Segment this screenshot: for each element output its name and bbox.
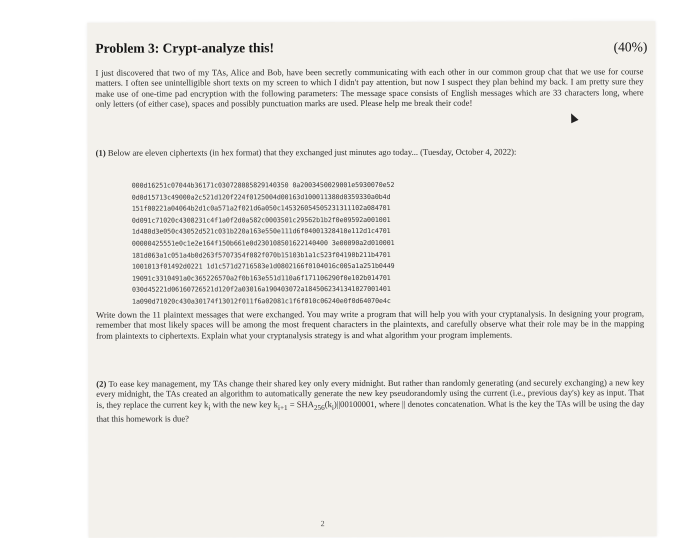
part2-text-e: )||00100001, where || denotes concatenation. What is the key the TAs will be using the day that this homework is due?: [96, 398, 645, 424]
ciphertext-line: 1001013f01492d0221 1d1c571d2716583e1d0802166f0104016c005a1a251b0449: [131, 262, 395, 271]
ciphertext-line: 000d16251c07044b36171c030728085829140350 0a2003450029001e5930070e52: [131, 180, 395, 190]
subscript-i-plus-1: i+1: [277, 403, 288, 412]
ciphertext-line: 181d063a1c051a4b0d263f5707354f082f070b15103b1a1c523f04190b211b4701: [131, 250, 391, 260]
part2-text-b: with the new key k: [210, 399, 278, 410]
ciphertext-line: 1d480d3e050c43052d521c031b220a163e550e111d6f04001328410e112d1c4701: [131, 227, 391, 237]
part1-prompt: [96, 146, 644, 158]
problem-title: Problem 3: Crypt-analyze this!: [95, 40, 275, 56]
ciphertext-line: 151f00221a04064b2d1c0a571a2f021d6a050c145326054505231311102a084701: [131, 204, 391, 213]
part2-text-a: To ease key management, my TAs change their shared key only every midnight. But rather than randomly generating (and securely exchanging) a new key every midnight, the TAs created an algorithm to automatically generate the new key pseudorandomly using the current (i.e., previous day's) key as input. That is, they replace the current key k: [96, 377, 645, 410]
part1-text: Below are eleven ciphertexts (in hex format) that they exchanged just minutes ago today... (Tuesday, October 4, 2022):: [107, 146, 517, 158]
ciphertext-line: 0d091c71020c4308231c4f1a0f2d0a582c0003501c29562b1b2f0e09592a001001: [131, 215, 391, 225]
intro-paragraph: I just discovered that two of my TAs, Alice and Bob, have been secretly communicating with each other in our common group chat that we use for course matters. I often see unintelligible short texts on my screen to which I didn't pay attention, but now I suspect they plan behind my back. I am pretty sure they make use of one-time pad encryption with the following parameters: The message space consists of English messages which are 33 characters long, where only letters (of either case), spaces and possibly punctuation marks are used. Please help me break their code!: [95, 66, 644, 109]
part1-task: Write down the 11 plaintext messages that were exchanged. You may write a program that will help you with your cryptanalysis. In designing your program, remember that most likely spaces will be among the most frequent characters in the plaintexts, and carefully observe what their role may be in the mapping from plaintexts to ciphertexts. Explain what your cryptanalysis strategy is and what algorithm your program implements.: [96, 308, 645, 341]
ciphertext-line: 0d0d15713c49000a2c521d120f224f0125004d00163d100011380d0359330a0b4d: [131, 192, 391, 202]
page-number: 2: [320, 519, 325, 529]
subscript-i-2: i: [331, 403, 334, 412]
subscript-256: 256: [313, 403, 325, 412]
part2-text-d: (k: [324, 398, 332, 409]
problem-weight: (40%): [613, 39, 648, 55]
ciphertext-list: [132, 179, 632, 308]
part2-text-c: = SHA: [287, 398, 314, 410]
part2-label: (2): [96, 378, 107, 389]
part1-label: (1): [95, 147, 106, 158]
homework-page: [87, 21, 656, 537]
ciphertext-line: 19091c3310491a0c365226570a2f0b163e551d110a6f171106290f0e102b014701: [131, 273, 391, 283]
ciphertext-line: 1a090d71020c430a30174f13012f011f6a02081c1f6f010c06240e0f0d64070e4c: [132, 296, 391, 306]
part2-prompt: [96, 377, 644, 424]
problem-header: [95, 39, 647, 56]
ciphertext-line: 00000425551e0c1e2e164f150b661e0d230108501622140400 3e00090a2d010001: [131, 238, 395, 248]
subscript-i: i: [208, 403, 211, 412]
ciphertext-line: 030d45221d06160726521d120f2a03016a190403072a1845062341341027001401: [132, 285, 391, 294]
